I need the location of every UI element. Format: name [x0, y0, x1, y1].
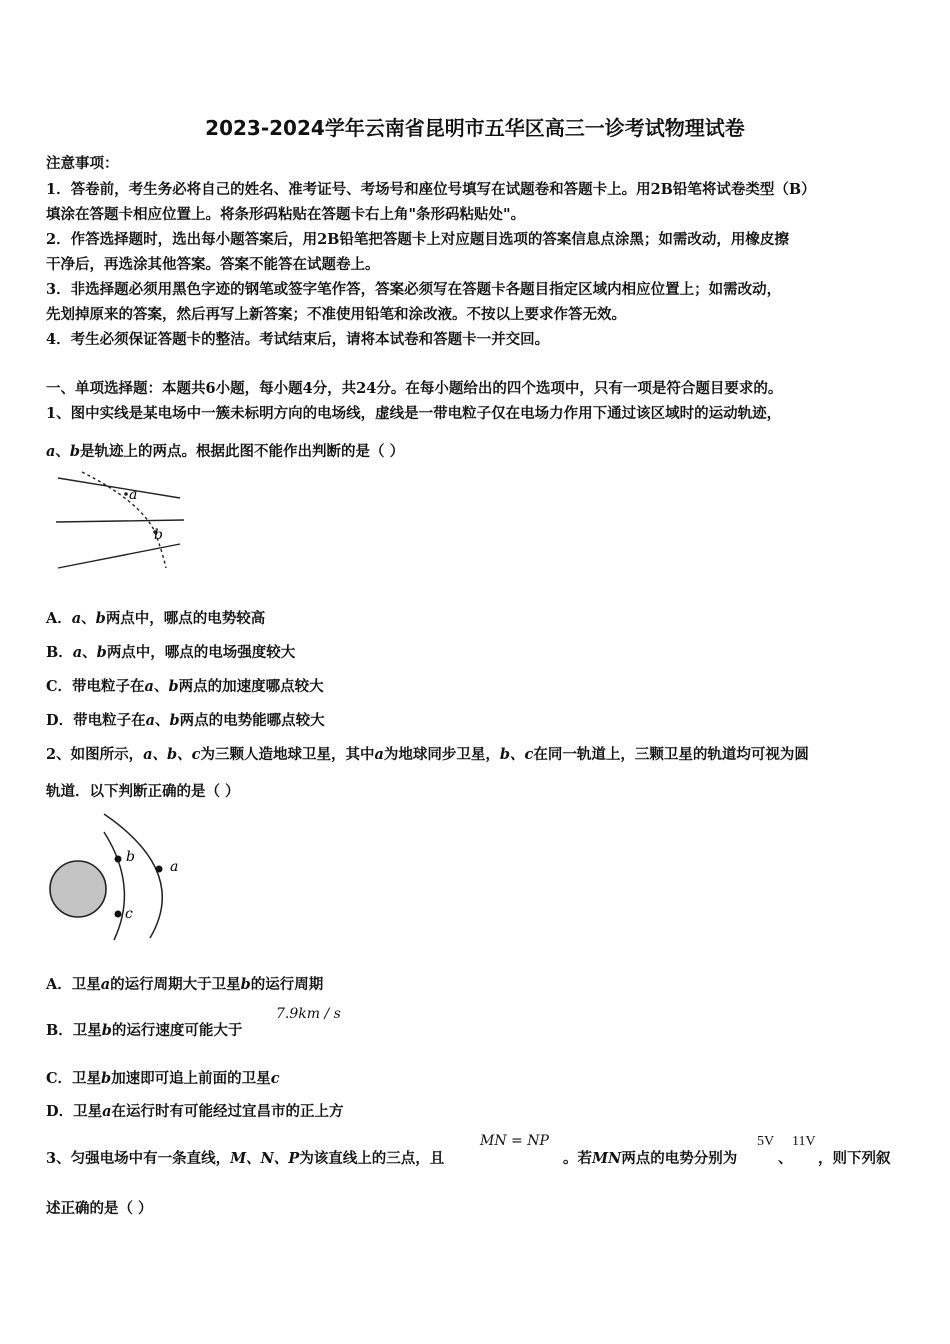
q3-stem-line-1b [563, 1147, 737, 1168]
earth [50, 861, 106, 917]
label-c: c [125, 906, 133, 922]
notice-line-5: 3．非选择题必须用黑色字迹的钢笔或签字笔作答，答案必须写在答题卡各题目指定区域内相应位置上；如需改动， [46, 281, 782, 298]
var-b: b [101, 1070, 112, 1087]
option-text: 的运行周期 [250, 976, 324, 993]
var-a: a [145, 712, 155, 729]
notice-line-2: 填涂在答题卡相应位置上。将条形码粘贴在答题卡右上角"条形码粘贴处"。 [46, 206, 526, 223]
orbit-a [104, 814, 162, 938]
option-prefix: A．卫星 [46, 976, 101, 993]
q3-stem-mid2: 。若 [563, 1150, 592, 1167]
q2-stem-line-2: 轨道．以下判断正确的是（ ） [46, 783, 240, 800]
field-line-1 [58, 478, 180, 498]
field-line-3 [58, 544, 180, 568]
q1-field-line-figure [50, 470, 190, 575]
option-label: C． [46, 678, 73, 695]
point-a [124, 492, 128, 496]
q2-option-c [46, 1067, 280, 1088]
q2-stem-rest: 在同一轨道上，三颗卫星的轨道均可视为圆 [533, 746, 809, 763]
satellite-b [115, 856, 122, 863]
q1-option-b [46, 641, 295, 662]
var-abc: a、b、c [143, 746, 201, 763]
separator: 、 [153, 678, 169, 695]
option-prefix: 带电粒子在 [73, 712, 146, 729]
option-prefix: D．卫星 [46, 1103, 103, 1120]
var-bc: b、c [499, 746, 534, 763]
satellite-a [156, 866, 163, 873]
notice-line-1: 1．答卷前，考生务必将自己的姓名、准考证号、考场号和座位号填写在试题卷和答题卡上。用2B铅笔将试卷类型（B） [46, 181, 816, 198]
q2-stem-mid2: 为地球同步卫星， [383, 746, 500, 763]
label-b: b [154, 527, 163, 543]
var-a: a [71, 610, 82, 627]
var-a: a [72, 644, 83, 661]
option-label: B． [46, 644, 73, 661]
q3-stem-mid: 为该直线上的三点，且 [299, 1150, 445, 1167]
q3-stem-rest: ，则下列叙 [818, 1150, 891, 1167]
option-text: 两点的加速度哪点较大 [178, 678, 324, 695]
q2-stem-line-1 [46, 743, 809, 764]
option-label: A． [46, 610, 72, 627]
option-mid: 的运行周期大于卫星 [110, 976, 241, 993]
option-text: 两点的电势能哪点较大 [179, 712, 325, 729]
orbit-bc [104, 832, 124, 940]
option-prefix: 带电粒子在 [72, 678, 145, 695]
q3-stem-line-2: 述正确的是（ ） [46, 1200, 153, 1217]
option-label: D． [46, 712, 74, 729]
var-a: a [102, 1103, 112, 1120]
notice-heading: 注意事项： [46, 155, 119, 172]
equation-mn-np: MN = NP [480, 1133, 549, 1149]
q3-stem-line-1a [46, 1147, 444, 1168]
q2-stem-prefix: 2、如图所示， [46, 746, 144, 763]
q3-stem-mid3: 两点的电势分别为 [621, 1150, 738, 1167]
page-title: 2023-2024学年云南省昆明市五华区高三一诊考试物理试卷 [205, 116, 745, 140]
var-b: b [240, 976, 251, 993]
option-text: 两点中，哪点的电场强度较大 [106, 644, 296, 661]
var-b: b [95, 610, 106, 627]
q3-sep: 、 [778, 1150, 793, 1167]
label-a: a [170, 859, 179, 875]
var-b: b [69, 443, 81, 460]
separator: 、 [55, 443, 70, 460]
notice-line-7: 4．考生必须保证答题卡的整洁。考试结束后，请将本试卷和答题卡一并交回。 [46, 331, 550, 348]
option-mid: 加速即可追上前面的卫星 [111, 1070, 271, 1087]
separator: 、 [82, 644, 97, 661]
field-line-2 [56, 520, 184, 522]
var-a: a [46, 443, 56, 460]
option-prefix: B．卫星 [46, 1022, 102, 1039]
separator: 、 [154, 712, 170, 729]
option-text: 两点中，哪点的电势较高 [105, 610, 266, 627]
var-a: a [100, 976, 111, 993]
var-a: a [374, 746, 384, 763]
q2-stem-mid: 为三颗人造地球卫星，其中 [200, 746, 375, 763]
option-text: 的运行速度可能大于 [111, 1022, 243, 1039]
section-heading: 一、单项选择题：本题共6小题，每小题4分，共24分。在每小题给出的四个选项中，只有一项是符合题目要求的。 [46, 380, 783, 397]
var-b: b [96, 644, 107, 661]
q3-stem-prefix: 3、匀强电场中有一条直线， [46, 1150, 231, 1167]
label-a: a [129, 487, 138, 503]
q1-option-a [46, 607, 265, 628]
speed-formula: 7.9km / s [276, 1006, 341, 1022]
var-mn: MN [592, 1150, 622, 1167]
var-b: b [168, 678, 179, 695]
separator: 、 [81, 610, 96, 627]
option-text: 在运行时有可能经过宜昌市的正上方 [111, 1103, 344, 1120]
option-prefix: C．卫星 [46, 1070, 102, 1087]
var-c: c [270, 1070, 280, 1087]
q2-option-d [46, 1100, 343, 1121]
q2-option-b [46, 1019, 242, 1040]
var-b: b [169, 712, 180, 729]
q1-stem-text: 是轨迹上的两点。根据此图不能作出判断的是（ ） [80, 443, 405, 460]
q1-stem-line-1: 1、图中实线是某电场中一簇未标明方向的电场线，虚线是一带电粒子仅在电场力作用下通过该区域时的运动轨迹， [46, 405, 782, 422]
potential-n: 11V [792, 1134, 816, 1149]
notice-line-6: 先划掉原来的答案，然后再写上新答案；不准使用铅笔和涂改液。不按以上要求作答无效。 [46, 306, 626, 323]
q1-stem-line-2 [46, 440, 404, 461]
label-b: b [126, 849, 135, 865]
var-a: a [144, 678, 154, 695]
q1-option-c [46, 675, 324, 696]
q2-satellite-figure [44, 812, 194, 942]
satellite-c [115, 911, 122, 918]
q2-option-a [46, 973, 323, 994]
var-b: b [101, 1022, 112, 1039]
notice-line-3: 2．作答选择题时，选出每小题答案后，用2B铅笔把答题卡上对应题目选项的答案信息点涂黑；如需改动，用橡皮擦 [46, 231, 789, 248]
notice-line-4: 干净后，再选涂其他答案。答案不能答在试题卷上。 [46, 256, 380, 273]
var-mnp: M、N、P [230, 1150, 300, 1167]
potential-m: 5V [757, 1134, 775, 1149]
q1-option-d [46, 709, 325, 730]
